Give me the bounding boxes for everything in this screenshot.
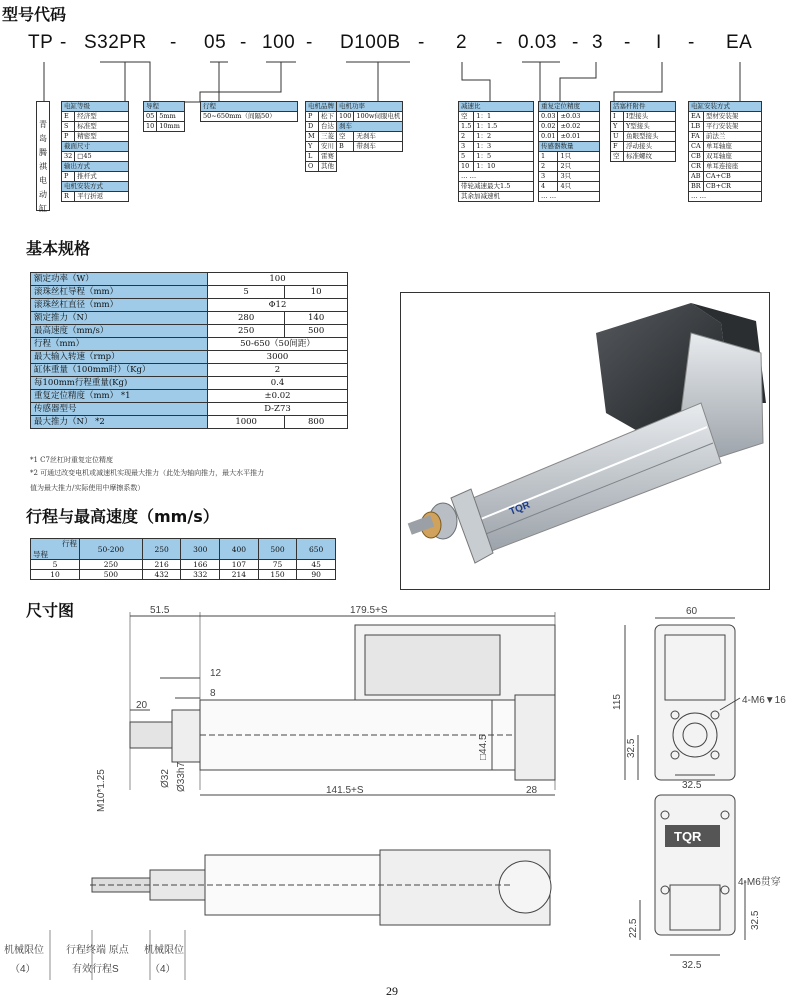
spec-note-1: *1 C7丝杠时重复定位精度 xyxy=(30,456,113,464)
dim-32-5-b: 32.5 xyxy=(682,780,702,791)
dimension-drawing xyxy=(0,600,800,990)
dim-44-5: □44.5 xyxy=(478,734,489,760)
dim-12: 12 xyxy=(210,668,222,679)
company-vertical-label: 青 岛 腾 祺 电 动 缸 xyxy=(36,101,50,211)
label-limit-right: 机械限位 xyxy=(144,945,184,956)
code-dash: - xyxy=(240,32,247,53)
label-stroke-end: 行程终端 原点 xyxy=(66,945,129,956)
dim-22-5: 22.5 xyxy=(628,918,639,938)
stroke-code-box: 行程 50~650mm（间隔50） xyxy=(200,101,298,122)
dim-8: 8 xyxy=(210,688,216,699)
spec-row: 滚珠丝杠导程（mm） 5 10 xyxy=(31,286,348,299)
stroke-header: 50-200 xyxy=(80,539,143,560)
spec-row: 滚珠丝杠直径（mm） Φ12 xyxy=(31,299,348,312)
code-ratio: 2 xyxy=(456,32,468,53)
dim-60: 60 xyxy=(686,606,698,617)
actuator-illustration xyxy=(401,293,769,589)
spec-note-2: *2 可通过改变电机或减速机实现最大推力（此处为轴向推力，最大水平推力 xyxy=(30,469,265,477)
dim-28: 28 xyxy=(526,785,538,796)
spec-row: 额定推力（N） 280 140 xyxy=(31,312,348,325)
dim-m6-thru: 4-M6贯穿 xyxy=(738,877,781,888)
dim-32: Ø32 xyxy=(160,769,171,788)
dim-33h7: Ø33h7 xyxy=(176,761,187,792)
dimensions-heading: 尺寸图 xyxy=(26,601,75,620)
dim-m6-16: 4-M6▼16 xyxy=(742,695,786,706)
label-effective-stroke: 有效行程S xyxy=(72,964,119,975)
table-row: 5 250 216 166 107 75 45 xyxy=(31,560,336,570)
code-dash: - xyxy=(572,32,579,53)
code-dash: - xyxy=(306,32,313,53)
stroke-header: 300 xyxy=(181,539,220,560)
spec-row: 最高速度（mm/s） 250 500 xyxy=(31,325,348,338)
code-dash: - xyxy=(60,32,67,53)
table-row: 10 500 432 332 214 150 90 xyxy=(31,570,336,580)
motor-code-box: 电机品牌 电机功率 P 松下 100 100w伺服电机 D 台达 刹车 M 三菱 空 无刹车 Y 安川 B 带刹车 L 雷赛 O 其他 xyxy=(305,101,403,172)
spec-row: 传感器型号 D-Z73 xyxy=(31,403,348,416)
code-dash: - xyxy=(418,32,425,53)
rod-accessory-code-box: 活塞杆附件 I I型接头 Y Y型接头 U 鱼眼型接头 F 浮动接头 空 标准螺纹 xyxy=(610,101,676,162)
dim-141-5: 141.5+S xyxy=(326,785,364,796)
dim-m10: M10*1.25 xyxy=(96,769,107,812)
code-motor: D100B xyxy=(340,32,401,53)
stroke-header: 650 xyxy=(297,539,336,560)
spec-row: 每100mm行程重量(Kg) 0.4 xyxy=(31,377,348,390)
code-mount: EA xyxy=(726,32,753,53)
photo-logo: TQR xyxy=(508,499,532,518)
dim-115: 115 xyxy=(612,694,623,710)
code-rod: I xyxy=(656,32,662,53)
precision-code-box: 重复定位精度 0.03 ±0.03 0.02 ±0.02 0.01 ±0.01 传感器数量 1 1只 2 2只 3 3只 4 4只 … … xyxy=(538,101,600,202)
spec-row: 重复定位精度（mm） *1 ±0.02 xyxy=(31,390,348,403)
dim-179-5: 179.5+S xyxy=(350,605,388,616)
ratio-code-box: 减速比 空 1：1 1.5 1：1.5 2 1：2 3 1：3 5 1：5 10 1：10 … … 带轮减速最大1.5 其余加减速机 xyxy=(458,101,534,202)
stroke-speed-table xyxy=(30,538,336,580)
label-limit-left: 机械限位 xyxy=(4,945,44,956)
label-limit-left-val: （4） xyxy=(10,964,36,975)
spec-note-3: 值为最大推力/实际使用中摩擦系数） xyxy=(30,484,145,492)
code-dash: - xyxy=(688,32,695,53)
dim-20: 20 xyxy=(136,700,148,711)
series-code-box: 电缸等级 E 经济型 S 标准型 P 精密型 截面尺寸 32 □45 输出方式 P 推杆式 电机安装方式 R 平行折返 xyxy=(61,101,129,202)
stroke-header: 250 xyxy=(142,539,181,560)
code-dash: - xyxy=(170,32,177,53)
code-tp: TP xyxy=(28,32,54,53)
dim-32-5-c: 32.5 xyxy=(682,960,702,971)
speed-table-corner: 行程 导程 xyxy=(31,539,80,560)
code-precision: 0.03 xyxy=(518,32,557,53)
dim-32-5-d: 32.5 xyxy=(750,910,761,930)
code-sensor: 3 xyxy=(592,32,604,53)
stroke-speed-heading: 行程与最高速度（mm/s） xyxy=(26,507,219,526)
code-stroke: 100 xyxy=(262,32,296,53)
product-photo xyxy=(400,292,770,590)
spec-row: 最大输入转速（rmp） 3000 xyxy=(31,351,348,364)
code-series: S32PR xyxy=(84,32,147,53)
stroke-header: 400 xyxy=(220,539,259,560)
code-dash: - xyxy=(496,32,503,53)
code-dash: - xyxy=(624,32,631,53)
page-number: 29 xyxy=(386,984,398,998)
code-lead: 05 xyxy=(204,32,227,53)
spec-row: 缸体重量（100mm时）（Kg） 2 xyxy=(31,364,348,377)
label-limit-right-val: （4） xyxy=(150,964,176,975)
lead-code-box: 导程 05 5mm 10 10mm xyxy=(143,101,185,132)
mount-code-box: 电缸安装方式 EA 型材安装架 LB 平行安装架 FA 前法兰 CA 单耳轴座 CB 双耳轴座 CR 单耳连接座 AB CA+CB BR CB+CR … … xyxy=(688,101,762,202)
basic-spec-heading: 基本规格 xyxy=(26,239,91,258)
stroke-header: 500 xyxy=(258,539,297,560)
spec-row: 行程（mm） 50-650（50间距） xyxy=(31,338,348,351)
dim-51-5: 51.5 xyxy=(150,605,170,616)
rod-outline xyxy=(130,722,172,748)
dim-32-5-a: 32.5 xyxy=(626,738,637,758)
drawing-logo: TQR xyxy=(674,829,702,844)
spec-table xyxy=(30,272,348,429)
model-code-heading: 型号代码 xyxy=(2,5,67,24)
spec-row: 最大推力（N） *2 1000 800 xyxy=(31,416,348,429)
spec-row: 额定功率（W） 100 xyxy=(31,273,348,286)
